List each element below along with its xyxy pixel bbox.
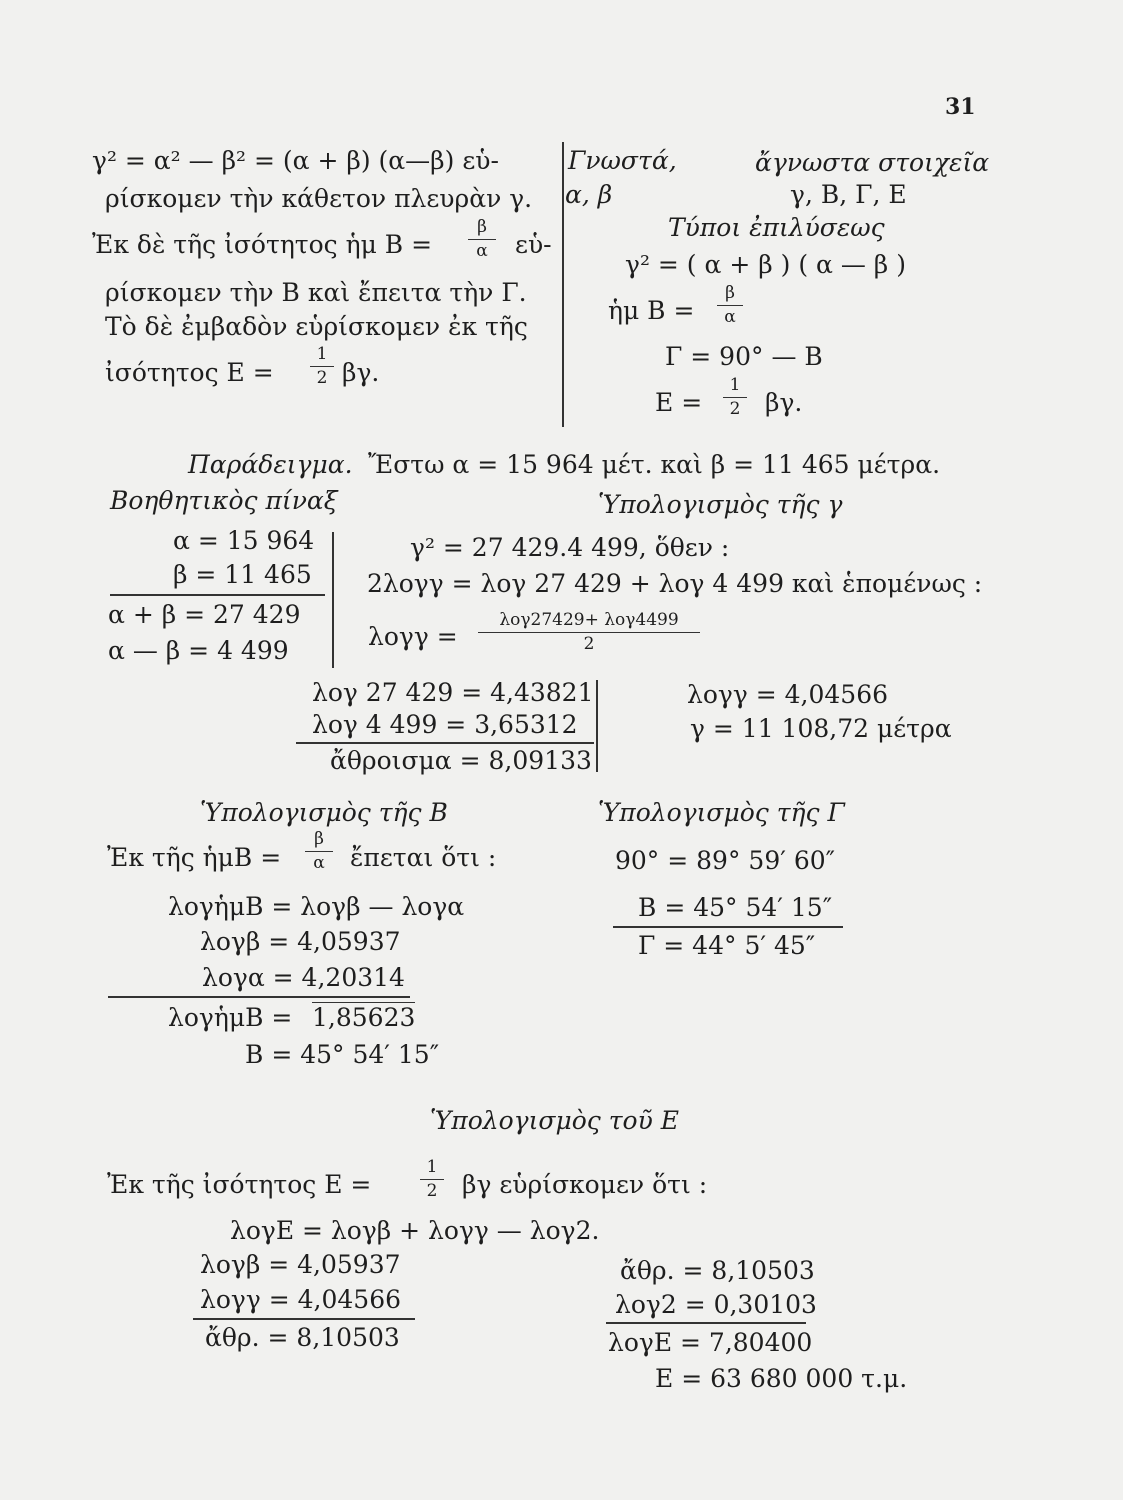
calc-g-line-3: Γ = 44° 5′ 45″: [638, 931, 816, 960]
fraction-numerator: 1: [729, 375, 741, 395]
calc-g-rule: [613, 926, 843, 928]
calc-b-line-1: Ἐκ τῆς ἡμΒ =: [107, 843, 282, 872]
calc-c-title: Ὑπολογισμὸς τῆς γ: [598, 490, 843, 519]
calc-e-line-3: λογβ = 4,05937: [200, 1250, 401, 1279]
calc-c-line-1: γ² = 27 429.4 499, ὅθεν :: [410, 533, 730, 562]
fraction-denominator: 2: [729, 398, 741, 419]
calc-e-line-2: λογΕ = λογβ + λογγ — λογ2.: [230, 1216, 600, 1245]
calc-c-result-1: λογγ = 4,04566: [687, 680, 889, 709]
calc-b-line-2: λογἡμΒ = λογβ — λογα: [168, 892, 465, 921]
fraction-denominator: α: [476, 240, 488, 261]
unknown-values: γ, Β, Γ, Ε: [790, 180, 907, 209]
fraction-half: [723, 376, 747, 418]
fraction-numerator: 1: [316, 344, 328, 364]
calc-b-rule: [108, 996, 410, 998]
aux-table-rule: [110, 594, 325, 596]
formula-4-end: βγ.: [765, 388, 803, 417]
aux-row-4: α — β = 4 499: [108, 636, 289, 665]
calc-e-title: Ὑπολογισμὸς τοῦ Ε: [430, 1106, 679, 1135]
page-number: 31: [945, 94, 976, 120]
fraction-denominator: 2: [583, 633, 595, 654]
calc-c-divider: [596, 680, 598, 772]
aux-row-2: β = 11 465: [173, 560, 312, 589]
fraction-denominator: 2: [426, 1180, 438, 1201]
calc-b-line-6: Β = 45° 54′ 15″: [245, 1040, 440, 1069]
calc-b-line-4: λογα = 4,20314: [202, 963, 405, 992]
formula-4: Ε =: [655, 388, 703, 417]
calc-e-rule-right: [606, 1322, 806, 1324]
fraction-half: [310, 345, 334, 387]
calc-e-line-1-end: βγ εὑρίσκομεν ὅτι :: [462, 1170, 708, 1199]
fraction-denominator: 2: [316, 367, 328, 388]
fraction-numerator: λογ27429+ λογ4499: [499, 610, 679, 630]
intro-line-3-end: εὑ-: [515, 230, 552, 259]
intro-line-6-end: βγ.: [342, 358, 380, 387]
fraction-numerator: β: [314, 829, 324, 849]
unknown-label: ἄγνωστα στοιχεῖα: [755, 148, 990, 177]
calc-c-line-3: λογγ =: [368, 622, 458, 651]
intro-line-4: ρίσκομεν τὴν Β καὶ ἔπειτα τὴν Γ.: [105, 278, 527, 307]
fraction-b-over-a: [305, 830, 333, 872]
fraction-numerator: 1: [426, 1157, 438, 1177]
aux-table-divider: [332, 532, 334, 668]
calc-b-title: Ὑπολογισμὸς τῆς Β: [200, 798, 448, 827]
column-divider: [562, 142, 564, 427]
log-sum-line-1: λογ 27 429 = 4,43821: [312, 678, 594, 707]
calc-c-result-2: γ = 11 108,72 μέτρα: [690, 714, 952, 743]
calc-e-line-4: λογγ = 4,04566: [200, 1285, 402, 1314]
calc-e-rule-left: [193, 1318, 415, 1320]
calc-b-log-sine-value: 1,85623: [312, 1003, 416, 1032]
log-sum-total: ἄθροισμα = 8,09133: [330, 746, 592, 775]
log-sum-line-2: λογ 4 499 = 3,65312: [312, 710, 578, 739]
aux-row-1: α = 15 964: [173, 526, 315, 555]
fraction-log-sum: [478, 611, 700, 653]
calc-e-sum-2: λογ2 = 0,30103: [615, 1290, 817, 1319]
fraction-b-over-a: [468, 218, 496, 260]
formulas-title: Τύποι ἐπιλύσεως: [668, 213, 885, 242]
calc-e-result: Ε = 63 680 000 τ.μ.: [655, 1364, 908, 1393]
calc-e-sum-3: λογΕ = 7,80400: [608, 1328, 813, 1357]
calc-b-line-5: λογἡμΒ =: [168, 1003, 293, 1032]
calc-g-line-1: 90° = 89° 59′ 60″: [615, 846, 835, 875]
calc-e-line-5: ἄθρ. = 8,10503: [205, 1323, 400, 1352]
known-label: Γνωστά,: [568, 146, 677, 175]
intro-line-6: ἰσότητος Ε =: [105, 358, 274, 387]
formula-1: γ² = ( α + β ) ( α — β ): [625, 250, 906, 279]
aux-row-3: α + β = 27 429: [108, 600, 301, 629]
log-sum-rule: [296, 742, 594, 744]
example-text: Ἔστω α = 15 964 μέτ. καὶ β = 11 465 μέτρα.: [368, 450, 941, 479]
calc-g-title: Ὑπολογισμὸς τῆς Γ: [598, 798, 845, 827]
calc-e-sum-1: ἄθρ. = 8,10503: [620, 1256, 815, 1285]
fraction-b-over-a: [717, 284, 743, 326]
calc-g-line-2: Β = 45° 54′ 15″: [638, 893, 833, 922]
calc-e-line-1: Ἐκ τῆς ἰσότητος Ε =: [107, 1170, 372, 1199]
intro-line-5: Τὸ δὲ ἐμβαδὸν εὑρίσκομεν ἐκ τῆς: [105, 312, 528, 341]
calc-c-line-2: 2λογγ = λογ 27 429 + λογ 4 499 καὶ ἑπομένως :: [367, 569, 983, 598]
calc-b-line-1-end: ἔπεται ὅτι :: [350, 843, 497, 872]
formula-2: ἡμ Β =: [608, 296, 695, 325]
calc-b-line-3: λογβ = 4,05937: [200, 927, 401, 956]
formula-3: Γ = 90° — Β: [665, 342, 823, 371]
fraction-half: [420, 1158, 444, 1200]
fraction-numerator: β: [725, 283, 735, 303]
example-label: Παράδειγμα.: [188, 450, 353, 479]
fraction-denominator: α: [313, 852, 325, 873]
intro-line-2: ρίσκομεν τὴν κάθετον πλευρὰν γ.: [105, 184, 533, 213]
intro-line-1: γ² = α² — β² = (α + β) (α—β) εὑ-: [92, 146, 499, 175]
known-values: α, β: [565, 180, 613, 209]
aux-table-title: Βοηθητικὸς πίναξ: [110, 486, 338, 515]
fraction-denominator: α: [724, 306, 736, 327]
intro-line-3: Ἐκ δὲ τῆς ἰσότητος ἡμ Β =: [92, 230, 433, 259]
fraction-numerator: β: [477, 217, 487, 237]
